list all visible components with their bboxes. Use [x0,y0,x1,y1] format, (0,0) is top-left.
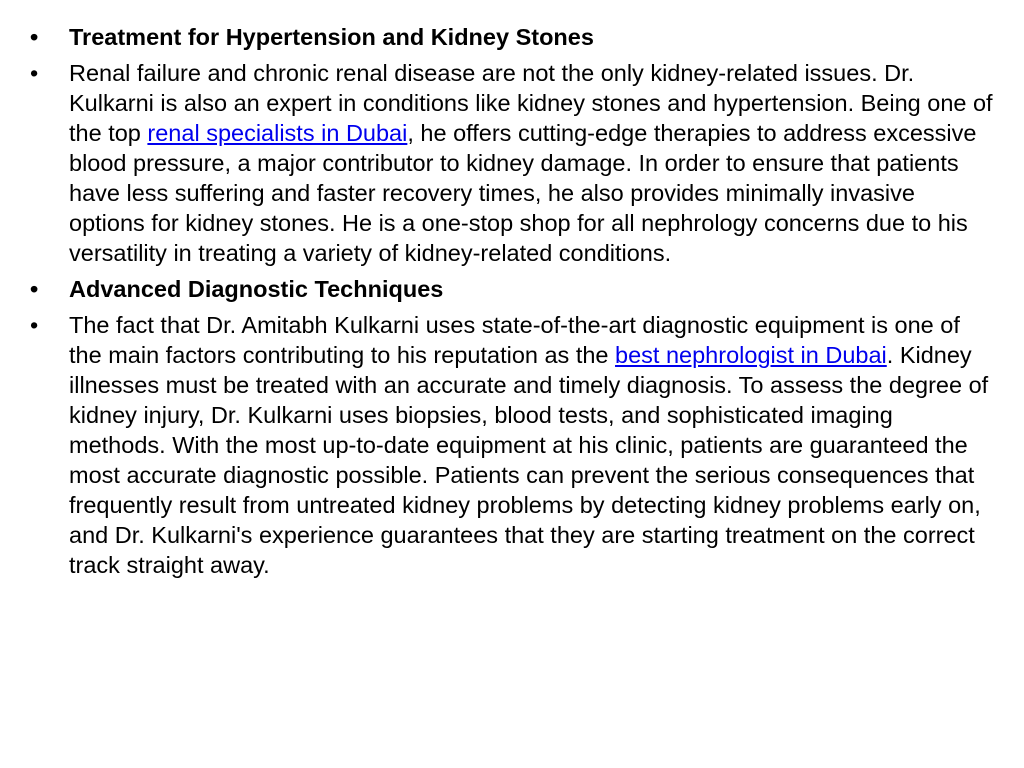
bullet-list [30,22,994,580]
bullet-heading-hypertension [30,22,994,52]
heading-text: Treatment for Hypertension and Kidney Stones [69,24,594,50]
bullet-icon: • [30,312,39,338]
bullet-paragraph-diagnostics [30,310,994,580]
paragraph-text-after: , he offers cutting-edge therapies to address excessive blood pressure, a major contributor to kidney damage. In order to ensure that patients have less suffering and faster recovery times, he also provides minimally invasive options for kidney stones. He is a one-stop shop for all nephrology concerns due to his versatility in treating a variety of kidney-related conditions. [69,120,977,266]
bullet-icon: • [30,60,39,86]
bullet-icon: • [30,24,39,50]
paragraph-text-before: The fact that Dr. Amitabh Kulkarni uses state-of-the-art diagnostic equipment is one of the main factors contributing to his reputation as the [69,312,960,368]
paragraph-text-before: Renal failure and chronic renal disease are not the only kidney-related issues. Dr. Kulkarni is also an expert in conditions like kidney stones and hypertension. Being one of the top [69,60,993,146]
bullet-heading-diagnostics [30,274,994,304]
heading-text: Advanced Diagnostic Techniques [69,276,444,302]
best-nephrologist-link[interactable]: best nephrologist in Dubai [615,342,887,368]
bullet-icon: • [30,276,39,302]
renal-specialists-link[interactable]: renal specialists in Dubai [147,120,408,146]
paragraph-text-after: . Kidney illnesses must be treated with an accurate and timely diagnosis. To assess the degree of kidney injury, Dr. Kulkarni uses biopsies, blood tests, and sophisticated imaging methods. With the most up-to-date equipment at his clinic, patients are guaranteed the most accurate diagnostic possible. Patients can prevent the serious consequences that frequently result from untreated kidney problems by detecting kidney problems early on, and Dr. Kulkarni's experience guarantees that they are starting treatment on the correct track straight away. [69,342,989,578]
bullet-paragraph-hypertension [30,58,994,268]
